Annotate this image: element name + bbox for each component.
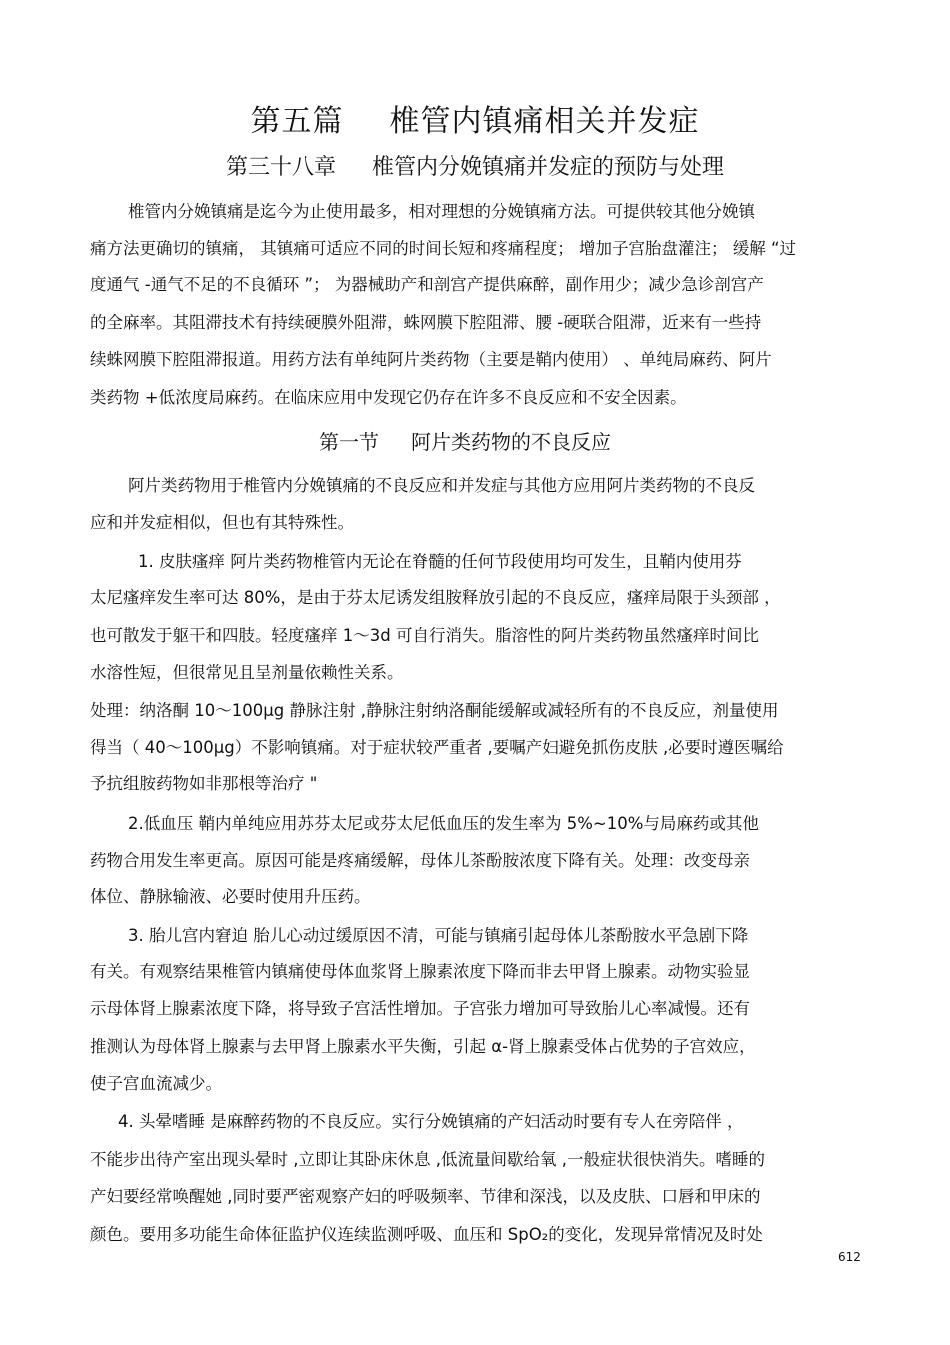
text-line: 阿片类药物用于椎管内分娩镇痛的不良反应和并发症与其他方应用阿片类药物的不良反: [128, 476, 755, 495]
text-line: 水溶性短，但很常见且呈剂量依赖性关系。: [90, 663, 404, 682]
text-line: 使子宫血流减少。: [90, 1074, 222, 1093]
text-line: 痛方法更确切的镇痛， 其镇痛可适应不同的时间长短和疼痛程度； 增加子宫胎盘灌注； 缓解 “过: [90, 239, 797, 258]
text-line: 示母体肾上腺素浓度下降，将导致子宫活性增加。子宫张力增加可导致胎儿心率减慢。还有: [90, 999, 750, 1018]
chapter-label: 第三十八章: [225, 155, 336, 180]
text-line: 类药物 +低浓度局麻药。在临床应用中发现它仍存在许多不良反应和不安全因素。: [90, 388, 687, 407]
part-title: [0, 96, 950, 140]
text-line: 不能步出待产室出现头晕时 ,立即让其卧床休息 ,低流量间歇给氧 ,一般症状很快消失。嗜睡的: [90, 1150, 765, 1169]
text-line: 应和并发症相似，但也有其特殊性。: [90, 513, 354, 532]
text-line: 太尼瘙痒发生率可达 80%，是由于芬太尼诱发组胺释放引起的不良反应，瘙痒局限于头颈部 ，: [90, 588, 781, 607]
part-name: 椎管内镇痛相关并发症: [389, 104, 700, 139]
text-line: 产妇要经常唤醒她 ,同时要严密观察产妇的呼吸频率、节律和深浅，以及皮肤、口唇和甲床的: [90, 1187, 761, 1206]
section-name: 阿片类药物的不良反应: [411, 430, 611, 454]
text-line: 2.低血压 鞘内单纯应用苏芬太尼或芬太尼低血压的发生率为 5%~10%与局麻药或其他: [128, 814, 759, 833]
page-number: 612: [838, 1250, 861, 1264]
text-line: 药物合用发生率更高。原因可能是疼痛缓解，母体儿茶酚胺浓度下降有关。处理：改变母亲: [90, 851, 750, 870]
chapter-title: [0, 150, 950, 181]
part-label: 第五篇: [250, 104, 344, 139]
text-line: 得当（ 40～100μg）不影响镇痛。对于症状较严重者 ,要嘱产妇避免抓伤皮肤 ,必要时遵医嘱给: [90, 738, 784, 757]
text-line: 椎管内分娩镇痛是迄今为止使用最多，相对理想的分娩镇痛方法。可提供较其他分娩镇: [128, 202, 755, 221]
section-label: 第一节: [319, 430, 379, 454]
text-line: 的全麻率。其阻滞技术有持续硬膜外阻滞，蛛网膜下腔阻滞、腰 -硬联合阻滞，近来有一些持: [90, 313, 762, 332]
chapter-name: 椎管内分娩镇痛并发症的预防与处理: [372, 155, 725, 180]
text-line: 体位、静脉输液、必要时使用升压药。: [90, 887, 371, 906]
text-line: 予抗组胺药物如非那根等治疗 ": [90, 774, 318, 793]
text-line: 有关。有观察结果椎管内镇痛使母体血浆肾上腺素浓度下降而非去甲肾上腺素。动物实验显: [90, 962, 750, 981]
text-line: 处理：纳洛酮 10～100μg 静脉注射 ,静脉注射纳洛酮能缓解或减轻所有的不良反应，剂量使用: [90, 701, 779, 720]
text-line: 续蛛网膜下腔阻滞报道。用药方法有单纯阿片类药物（主要是鞘内使用） 、单纯局麻药、阿片: [90, 350, 772, 369]
text-line: 推测认为母体肾上腺素与去甲肾上腺素水平失衡，引起 α-肾上腺素受体占优势的子宫效应，: [90, 1037, 756, 1056]
text-line: 1. 皮肤瘙痒 阿片类药物椎管内无论在脊髓的任何节段使用均可发生，且鞘内使用芬: [138, 552, 742, 571]
section-title: [0, 426, 930, 455]
text-line: 4. 头晕嗜睡 是麻醉药物的不良反应。实行分娩镇痛的产妇活动时要有专人在旁陪伴 ，: [118, 1112, 744, 1131]
text-line: 度通气 -通气不足的不良循环 ”； 为器械助产和剖宫产提供麻醉，副作用少；减少急诊剖宫产: [90, 275, 764, 294]
text-line: 3. 胎儿宫内窘迫 胎儿心动过缓原因不清，可能与镇痛引起母体儿茶酚胺水平急剧下降: [128, 926, 749, 945]
text-line: 也可散发于躯干和四肢。轻度瘙痒 1～3d 可自行消失。脂溶性的阿片类药物虽然瘙痒时间比: [90, 626, 759, 645]
text-line: 颜色。要用多功能生命体征监护仪连续监测呼吸、血压和 SpO₂的变化，发现异常情况及时处: [90, 1225, 763, 1244]
